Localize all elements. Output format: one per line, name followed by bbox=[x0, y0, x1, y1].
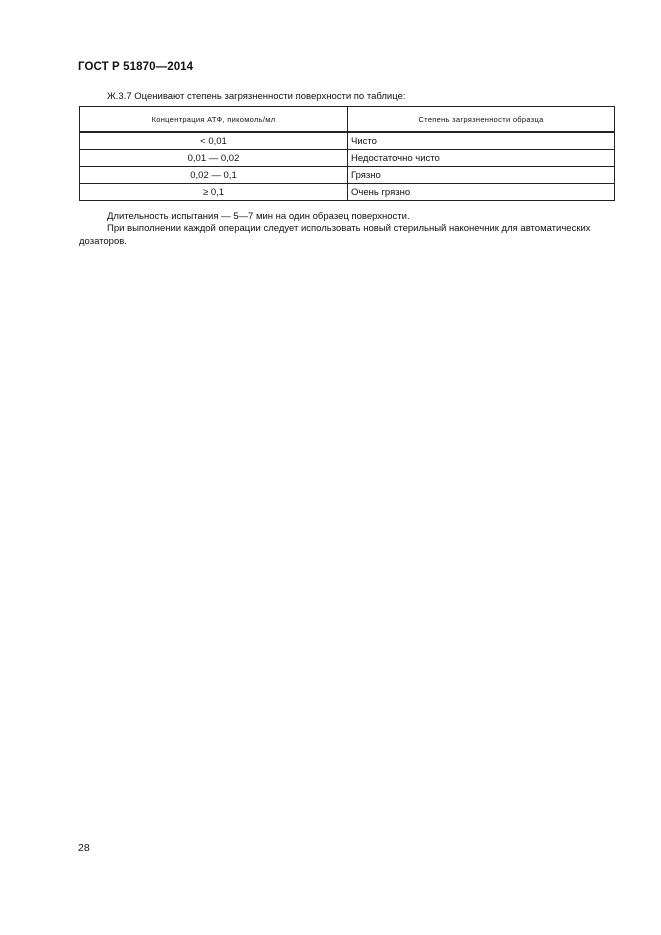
table-row bbox=[80, 184, 615, 201]
column-header-contamination-degree: Степень загрязненности образца bbox=[348, 107, 615, 133]
table-cell-degree: Чисто bbox=[348, 132, 615, 150]
document-header-title: ГОСТ Р 51870—2014 bbox=[78, 61, 194, 73]
table-cell-degree: Очень грязно bbox=[348, 184, 615, 201]
contamination-table bbox=[79, 106, 615, 201]
table-cell-concentration: 0,01 — 0,02 bbox=[80, 150, 348, 167]
table-row bbox=[80, 132, 615, 150]
table-cell-degree: Грязно bbox=[348, 167, 615, 184]
table-row bbox=[80, 150, 615, 167]
paragraph-sterile-tip: При выполнении каждой операции следует использовать новый стерильный наконечник для автоматических дозаторов. bbox=[79, 223, 591, 247]
page-number: 28 bbox=[78, 842, 90, 854]
table-cell-concentration: 0,02 — 0,1 bbox=[80, 167, 348, 184]
table-cell-degree: Недостаточно чисто bbox=[348, 150, 615, 167]
table-row bbox=[80, 167, 615, 184]
paragraph-test-duration: Длительность испытания — 5—7 мин на один образец поверхности. bbox=[107, 211, 410, 222]
table-header-row bbox=[80, 107, 615, 133]
table-cell-concentration: < 0,01 bbox=[80, 132, 348, 150]
section-intro-text: Ж.3.7 Оценивают степень загрязненности поверхности по таблице: bbox=[107, 91, 406, 102]
table-cell-concentration: ≥ 0,1 bbox=[80, 184, 348, 201]
column-header-atp-concentration: Концентрация АТФ, пикомоль/мл bbox=[80, 107, 348, 133]
